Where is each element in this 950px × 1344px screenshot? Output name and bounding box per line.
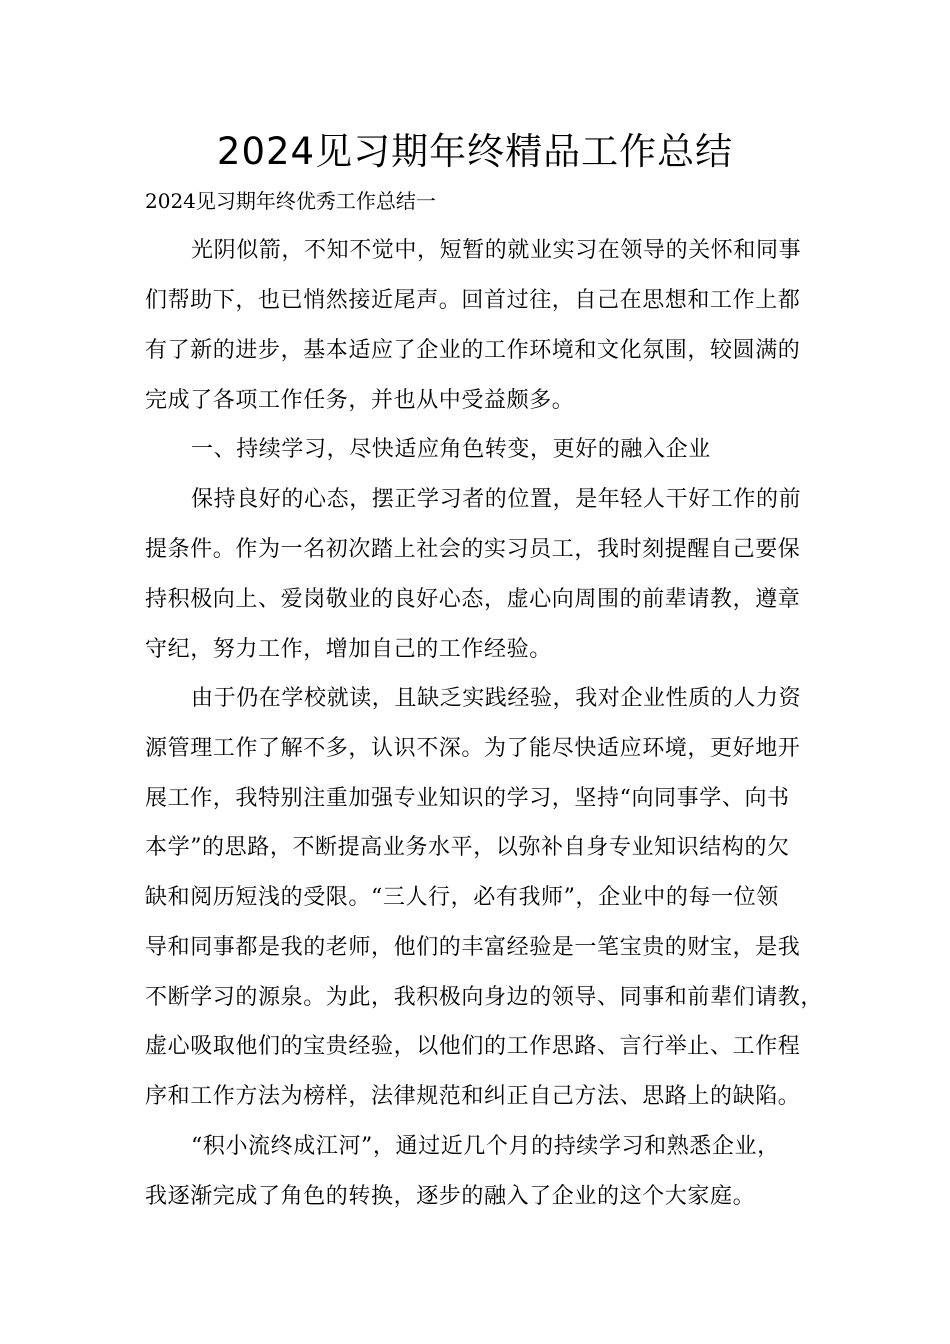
paragraph-line: 虚心吸取他们的宝贵经验，以他们的工作思路、言行举止、工作程: [145, 1034, 801, 1059]
paragraph-line: 持积极向上、爱岗敬业的良好心态，虚心向周围的前辈请教，遵章: [145, 587, 801, 612]
paragraph-line: 由于仍在学校就读，且缺乏实践经验，我对企业性质的人力资: [191, 686, 802, 711]
section-heading: 一、持续学习，尽快适应角色转变，更好的融入企业: [191, 437, 711, 462]
document-subtitle: 2024见习期年终优秀工作总结一: [145, 189, 436, 213]
paragraph-line: 缺和阅历短浅的受限。“三人行，必有我师”，企业中的每一位领: [145, 885, 779, 910]
paragraph-line: 们帮助下，也已悄然接近尾声。回首过往，自己在思想和工作上都: [145, 288, 801, 313]
paragraph-line: 本学”的思路，不断提高业务水平，以弥补自身专业知识结构的欠: [145, 835, 790, 860]
paragraph-line: 我逐渐完成了角色的转换，逐步的融入了企业的这个大家庭。: [145, 1184, 756, 1209]
paragraph-line: 导和同事都是我的老师，他们的丰富经验是一笔宝贵的财宝，是我: [145, 935, 801, 960]
paragraph-line: 保持良好的心态，摆正学习者的位置，是年轻人干好工作的前: [191, 487, 802, 512]
paragraph-line: 守纪，努力工作，增加自己的工作经验。: [145, 637, 552, 662]
paragraph-line: 有了新的进步，基本适应了企业的工作环境和文化氛围，较圆满的: [145, 338, 801, 363]
paragraph-line: 光阴似箭，不知不觉中，短暂的就业实习在领导的关怀和同事: [191, 238, 802, 263]
document-title: 2024见习期年终精品工作总结: [216, 130, 734, 173]
paragraph-line: “积小流终成江河”，通过近几个月的持续学习和熟悉企业，: [191, 1134, 780, 1159]
paragraph-line: 展工作，我特别注重加强专业知识的学习，坚持“向同事学、向书: [145, 786, 790, 811]
paragraph-line: 序和工作方法为榜样，法律规范和纠正自己方法、思路上的缺陷。: [145, 1084, 801, 1109]
paragraph-line: 不断学习的源泉。为此，我积极向身边的领导、同事和前辈们请教，: [145, 985, 824, 1010]
paragraph-line: 提条件。作为一名初次踏上社会的实习员工，我时刻提醒自己要保: [145, 537, 801, 562]
paragraph-line: 完成了各项工作任务，并也从中受益颇多。: [145, 388, 575, 413]
paragraph-line: 源管理工作了解不多，认识不深。为了能尽快适应环境，更好地开: [145, 736, 801, 761]
